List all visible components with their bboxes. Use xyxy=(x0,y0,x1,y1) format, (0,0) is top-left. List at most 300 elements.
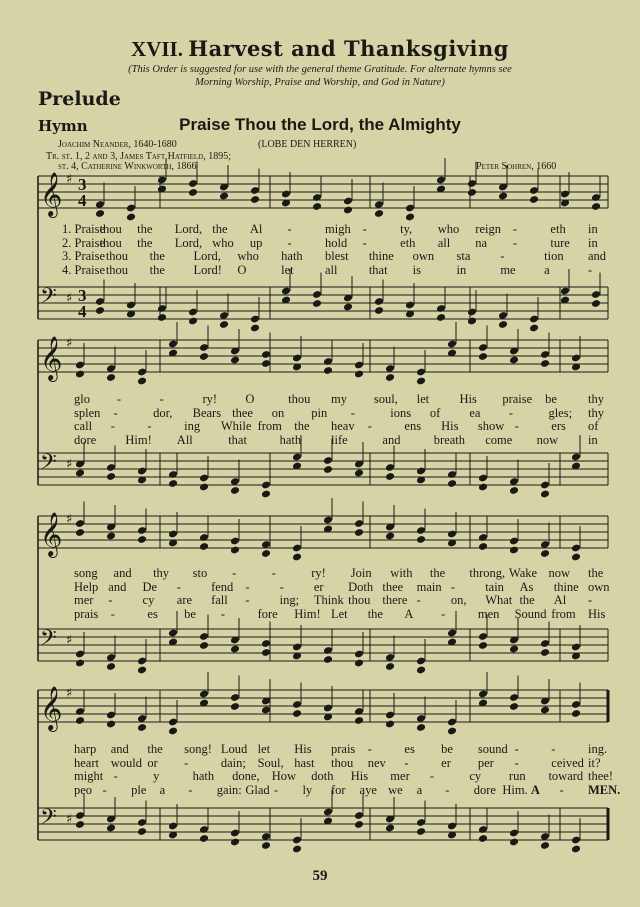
notehead xyxy=(75,659,85,668)
notehead xyxy=(106,720,116,729)
notehead xyxy=(292,709,302,718)
notehead xyxy=(447,479,457,488)
lyric-syllable: Sound xyxy=(514,606,547,621)
lyric-line-verse-2 xyxy=(0,756,640,770)
lyric-syllable: show xyxy=(477,419,505,433)
lyric-syllable: 4. Praise xyxy=(62,262,106,277)
lyric-syllable: the xyxy=(137,235,153,250)
notehead xyxy=(199,542,209,551)
lyric-syllable: - xyxy=(279,579,284,594)
lyric-syllable: pin xyxy=(311,405,328,420)
lyric-syllable: thee! xyxy=(588,769,613,783)
notehead xyxy=(75,469,85,478)
lyric-syllable: migh xyxy=(325,222,351,236)
notehead xyxy=(374,306,384,315)
treble-clef-icon: 𝄞 xyxy=(40,172,63,216)
composer-credit: Peter Sohren, 1660 xyxy=(476,161,557,172)
lyric-syllable: dore xyxy=(74,432,97,447)
notehead xyxy=(168,727,178,736)
lyric-syllable: mer xyxy=(390,769,410,783)
lyric-syllable: peo xyxy=(74,782,93,797)
key-signature-sharp-icon: ♯ xyxy=(66,812,73,827)
notehead xyxy=(168,479,178,488)
notehead xyxy=(591,202,601,211)
lyric-syllable: toward xyxy=(548,769,584,783)
notehead xyxy=(354,820,364,829)
lyric-line-verse-4 xyxy=(0,263,640,277)
notehead xyxy=(261,549,271,558)
section-note-line1: (This Order is suggested for use with the general theme Gratitude. For alternate hymns see xyxy=(128,64,512,75)
lyric-syllable: the xyxy=(588,566,604,580)
lyric-syllable: A xyxy=(530,782,540,797)
lyric-syllable: - xyxy=(113,769,118,783)
notehead xyxy=(405,213,415,222)
notehead xyxy=(374,209,384,218)
key-signature-sharp-icon: ♯ xyxy=(66,172,73,187)
notehead xyxy=(75,370,85,379)
lyric-syllable: and xyxy=(108,579,127,594)
lyric-syllable: - xyxy=(108,593,113,607)
lyric-syllable: fore xyxy=(257,606,278,621)
lyric-syllable: up xyxy=(249,235,263,250)
notehead xyxy=(509,356,519,365)
lyric-syllable: 2. Praise xyxy=(62,235,106,250)
lyric-syllable: - xyxy=(147,419,152,433)
lyric-syllable: ing. xyxy=(588,742,608,756)
notehead xyxy=(199,352,209,361)
notehead xyxy=(385,373,395,382)
lyric-syllable: Loud xyxy=(220,742,248,756)
lyric-syllable: on, xyxy=(450,593,467,607)
lyric-syllable: thee xyxy=(232,405,253,420)
lyric-syllable: and xyxy=(110,742,129,756)
notehead xyxy=(230,356,240,365)
lyric-syllable: heart xyxy=(74,755,99,770)
notehead xyxy=(416,377,426,386)
lyric-syllable: As xyxy=(519,579,534,594)
lyric-syllable: and xyxy=(113,566,132,580)
lyric-syllable: might xyxy=(74,769,104,783)
lyric-syllable: Soul, xyxy=(257,755,284,770)
lyric-syllable: all xyxy=(437,235,451,250)
lyric-syllable: How xyxy=(271,769,296,783)
lyric-syllable: for xyxy=(331,782,346,797)
lyric-syllable: run xyxy=(508,769,526,783)
notehead xyxy=(199,834,209,843)
notehead xyxy=(126,213,136,222)
lyric-syllable: sta xyxy=(456,249,471,263)
lyric-syllable: we xyxy=(388,782,403,797)
notehead xyxy=(385,824,395,833)
notehead xyxy=(509,702,519,711)
notehead xyxy=(106,373,116,382)
lyric-line-verse-2 xyxy=(0,580,640,594)
lyric-syllable: on xyxy=(271,405,285,420)
lyric-syllable: there xyxy=(382,593,408,607)
lyric-syllable: let xyxy=(281,262,294,277)
treble-clef-icon: 𝄞 xyxy=(40,512,63,556)
lyric-syllable: thou xyxy=(288,392,311,406)
notehead xyxy=(498,192,508,201)
section-title: Harvest and Thanksgiving xyxy=(188,36,509,61)
lyric-syllable: thine xyxy=(553,579,579,594)
notehead xyxy=(75,820,85,829)
notehead xyxy=(292,845,302,854)
bass-clef-icon: 𝄢 xyxy=(40,450,57,480)
notehead xyxy=(230,546,240,555)
lyric-line-verse-1 xyxy=(0,392,640,406)
treble-clef-icon: 𝄞 xyxy=(40,686,63,730)
notehead xyxy=(478,641,488,650)
notehead xyxy=(354,469,364,478)
lyric-syllable: - xyxy=(184,755,189,770)
lyric-syllable: ly xyxy=(302,782,313,797)
key-signature-sharp-icon: ♯ xyxy=(66,336,73,351)
lyric-line-verse-4 xyxy=(0,783,640,797)
notehead xyxy=(571,845,581,854)
lyric-syllable: own xyxy=(412,249,435,263)
notehead xyxy=(467,188,477,197)
key-signature-sharp-icon: ♯ xyxy=(66,686,73,701)
lyric-line-verse-2 xyxy=(0,406,640,420)
notehead xyxy=(312,202,322,211)
lyric-syllable: - xyxy=(232,566,237,580)
lyric-syllable: - xyxy=(176,579,181,594)
notehead xyxy=(385,720,395,729)
lyric-syllable: Lord, xyxy=(193,249,221,263)
lyric-syllable: call xyxy=(74,419,93,433)
notehead xyxy=(106,472,116,481)
lyric-syllable: mer xyxy=(74,593,94,607)
lyric-line-verse-1 xyxy=(0,566,640,580)
notehead xyxy=(75,716,85,725)
lyric-syllable: O xyxy=(237,262,247,277)
lyric-syllable: fall xyxy=(211,593,228,607)
lyric-syllable: - xyxy=(245,593,250,607)
lyric-syllable: - xyxy=(367,419,372,433)
lyric-syllable: His xyxy=(588,606,606,621)
lyric-syllable: who xyxy=(437,222,460,236)
lyric-syllable: - xyxy=(445,782,450,797)
notehead xyxy=(323,465,333,474)
lyric-syllable: thy xyxy=(588,392,604,406)
lyric-syllable: - xyxy=(271,566,276,580)
lyric-syllable: prais xyxy=(331,742,356,756)
time-signature-bottom: 4 xyxy=(78,302,87,321)
lyric-syllable: - xyxy=(450,579,456,594)
notehead xyxy=(137,377,147,386)
lyric-syllable: Him! xyxy=(125,432,152,447)
lyric-syllable: De xyxy=(142,579,158,594)
notehead xyxy=(509,486,519,495)
notehead xyxy=(416,723,426,732)
lyric-line-verse-4 xyxy=(0,433,640,447)
lyric-syllable: His xyxy=(350,769,369,783)
lyric-syllable: the xyxy=(367,606,383,621)
lyric-syllable: ens xyxy=(404,419,422,433)
lyric-syllable: let xyxy=(416,392,430,406)
lyric-syllable: Let xyxy=(331,606,348,621)
lyric-syllable: own xyxy=(588,579,610,594)
lyric-syllable: prais xyxy=(74,606,99,621)
key-signature-sharp-icon: ♯ xyxy=(66,291,73,306)
notehead xyxy=(230,838,240,847)
section-number: XVII. xyxy=(131,37,183,61)
lyric-line-verse-3 xyxy=(0,419,640,433)
lyric-syllable: the xyxy=(294,419,310,433)
lyric-syllable: ty, xyxy=(400,222,413,236)
notehead xyxy=(509,546,519,555)
lyric-syllable: the xyxy=(147,742,163,756)
lyric-syllable: dain; xyxy=(220,755,246,770)
lyric-syllable: Help xyxy=(74,579,99,594)
lyric-syllable: tain xyxy=(485,579,504,594)
lyric-syllable: in xyxy=(588,222,598,236)
lyric-syllable: let xyxy=(257,742,271,756)
notehead xyxy=(540,706,550,715)
notehead xyxy=(106,532,116,541)
key-signature-sharp-icon: ♯ xyxy=(66,457,73,472)
lyric-syllable: the xyxy=(149,249,165,263)
lyric-syllable: eth xyxy=(400,235,416,250)
lyric-syllable: song xyxy=(74,566,98,580)
lyric-syllable: from xyxy=(257,419,282,433)
notehead xyxy=(540,841,550,850)
lyric-syllable: Al xyxy=(249,222,263,236)
notehead xyxy=(95,209,105,218)
bass-clef-icon: 𝄢 xyxy=(40,626,57,656)
lyric-syllable: a xyxy=(159,782,166,797)
lyric-syllable: gain: xyxy=(216,782,242,797)
notehead xyxy=(447,727,457,736)
notehead xyxy=(323,366,333,375)
lyric-syllable: Doth xyxy=(348,579,374,594)
lyric-syllable: - xyxy=(500,249,505,263)
lyric-syllable: fend xyxy=(211,579,234,594)
section-heading xyxy=(0,36,640,62)
notehead xyxy=(591,299,601,308)
lyric-syllable: - xyxy=(113,405,118,420)
notehead xyxy=(478,483,488,492)
translator-credit-2: st. 4, Catherine Winkworth, 1866 xyxy=(58,161,197,172)
lyric-syllable: - xyxy=(273,782,279,797)
notehead xyxy=(416,535,426,544)
lyric-syllable: - xyxy=(367,742,372,756)
lyric-syllable: the xyxy=(212,222,228,236)
lyric-syllable: the xyxy=(149,262,165,277)
lyric-syllable: or xyxy=(147,755,158,770)
notehead xyxy=(343,206,353,215)
lyric-syllable: - xyxy=(441,606,446,621)
lyric-syllable: hold xyxy=(325,235,348,250)
lyric-syllable: be xyxy=(184,606,196,621)
lyric-syllable: - xyxy=(508,405,514,420)
lyric-syllable: hast xyxy=(294,755,315,770)
lyric-syllable: now xyxy=(548,566,570,580)
lyric-syllable: from xyxy=(551,606,576,621)
lyric-syllable: thy xyxy=(588,405,604,420)
lyric-syllable: Glad xyxy=(245,782,270,797)
lyric-syllable: the xyxy=(137,222,153,236)
treble-clef-icon: 𝄞 xyxy=(40,336,63,380)
lyric-syllable: thou xyxy=(99,222,122,236)
lyric-syllable: dor, xyxy=(153,405,173,420)
lyric-syllable: 1. Praise xyxy=(62,222,106,236)
lyric-syllable: gles; xyxy=(548,405,573,420)
lyric-syllable: - xyxy=(551,742,556,756)
notehead xyxy=(478,542,488,551)
lyric-syllable: cy xyxy=(142,593,155,607)
notehead xyxy=(478,834,488,843)
lyric-syllable: na xyxy=(475,235,488,250)
lyric-line-verse-1 xyxy=(0,742,640,756)
lyric-syllable: Al xyxy=(553,593,567,607)
lyric-syllable: hath xyxy=(192,769,215,783)
lyric-line-verse-3 xyxy=(0,593,640,607)
lyric-syllable: es xyxy=(147,606,158,621)
lyric-syllable: - xyxy=(287,222,292,236)
section-note-line2: Morning Worship, Praise and Worship, and God in Nature) xyxy=(195,77,445,88)
lyric-syllable: ry! xyxy=(202,392,218,406)
lyric-syllable: eth xyxy=(550,222,566,236)
lyric-syllable: of xyxy=(588,419,599,433)
lyric-syllable: reign xyxy=(475,222,501,236)
lyric-syllable: er xyxy=(313,579,324,594)
lyric-syllable: O xyxy=(245,392,255,406)
lyric-syllable: Lord! xyxy=(193,262,222,277)
lyric-syllable: thee xyxy=(382,579,404,594)
lyric-syllable: - xyxy=(102,782,107,797)
lyric-syllable: in xyxy=(456,262,467,277)
lyric-syllable: thou xyxy=(348,593,371,607)
hymn-title: Praise Thou the Lord, the Almighty xyxy=(179,115,461,134)
lyric-syllable: ceived xyxy=(551,755,584,770)
notehead xyxy=(540,359,550,368)
lyric-syllable: thine xyxy=(368,249,394,263)
lyric-syllable: be xyxy=(441,742,453,756)
lyric-syllable: - xyxy=(116,392,121,406)
notehead xyxy=(137,535,147,544)
author-credit: Joachim Neander, 1640-1680 xyxy=(58,139,177,150)
lyric-syllable: - xyxy=(350,405,355,420)
time-signature-top: 3 xyxy=(78,175,87,194)
lyric-syllable: - xyxy=(188,782,193,797)
notehead xyxy=(385,532,395,541)
lyric-syllable: ture xyxy=(550,235,570,250)
lyric-syllable: sto xyxy=(192,566,208,580)
lyric-syllable: and xyxy=(588,249,607,263)
notehead xyxy=(261,841,271,850)
lyric-syllable: His xyxy=(459,392,477,406)
lyric-syllable: would xyxy=(110,755,142,770)
notehead xyxy=(509,838,519,847)
lyric-syllable: - xyxy=(362,222,367,236)
lyric-syllable: - xyxy=(512,235,518,250)
lyric-syllable: the xyxy=(519,593,535,607)
lyric-syllable: life xyxy=(331,432,348,447)
lyric-syllable: es xyxy=(404,742,415,756)
lyric-syllable: Join xyxy=(350,566,372,580)
lyric-syllable: - xyxy=(559,782,564,797)
lyric-line-verse-4 xyxy=(0,607,640,621)
lyric-syllable: heav xyxy=(331,419,355,433)
lyric-syllable: a xyxy=(544,262,550,277)
notehead xyxy=(478,352,488,361)
lyric-line-verse-2 xyxy=(0,236,640,250)
lyric-syllable: who xyxy=(212,235,234,250)
lyric-syllable: ers xyxy=(551,419,566,433)
notehead xyxy=(509,645,519,654)
lyric-syllable: that xyxy=(228,432,247,447)
notehead xyxy=(230,702,240,711)
lyric-syllable: All xyxy=(176,432,193,447)
lyric-syllable: While xyxy=(220,419,252,433)
notehead xyxy=(354,528,364,537)
lyric-syllable: done, xyxy=(232,769,260,783)
lyric-syllable: song! xyxy=(184,742,212,756)
lyric-syllable: now xyxy=(536,432,559,447)
notehead xyxy=(188,188,198,197)
lyric-syllable: me xyxy=(500,262,516,277)
key-signature-sharp-icon: ♯ xyxy=(66,512,73,527)
notehead xyxy=(75,528,85,537)
notehead xyxy=(230,486,240,495)
bass-clef-icon: 𝄢 xyxy=(40,284,57,314)
notehead xyxy=(529,195,539,204)
lyric-syllable: of xyxy=(429,405,441,420)
lyric-syllable: 3. Praise xyxy=(62,249,106,263)
lyric-syllable: who xyxy=(237,249,259,263)
lyric-syllable: the xyxy=(429,566,446,580)
lyric-syllable: harp xyxy=(74,742,97,756)
notehead xyxy=(323,655,333,664)
lyric-syllable: hath xyxy=(281,249,303,263)
notehead xyxy=(312,299,322,308)
lyric-syllable: blest xyxy=(325,249,349,263)
lyric-syllable: thou xyxy=(105,249,129,263)
notehead xyxy=(95,306,105,315)
notehead xyxy=(540,648,550,657)
lyric-syllable: - xyxy=(514,755,519,770)
notehead xyxy=(199,483,209,492)
lyric-syllable: ing; xyxy=(279,593,300,607)
lyric-syllable: - xyxy=(514,419,519,433)
lyric-syllable: - xyxy=(512,222,518,236)
lyric-syllable: glo xyxy=(74,392,90,406)
lyric-syllable: praise xyxy=(502,392,533,406)
lyric-syllable: thou xyxy=(99,235,122,250)
lyric-syllable: MEN. xyxy=(588,782,621,797)
notehead xyxy=(137,827,147,836)
lyric-syllable: be xyxy=(545,392,557,406)
lyric-syllable: breath xyxy=(433,432,466,447)
lyric-syllable: Think xyxy=(313,593,344,607)
lyric-syllable: dore xyxy=(473,782,496,797)
time-signature-bottom: 4 xyxy=(78,191,87,210)
notehead xyxy=(199,641,209,650)
hymn-label: Hymn xyxy=(38,117,88,135)
notehead xyxy=(354,659,364,668)
lyric-syllable: Lord, xyxy=(174,222,203,236)
notehead xyxy=(416,827,426,836)
notehead xyxy=(571,709,581,718)
lyric-syllable: and xyxy=(382,432,401,447)
lyric-syllable: What xyxy=(485,593,513,607)
lyric-syllable: in xyxy=(588,235,598,250)
lyric-syllable: Lord, xyxy=(174,235,203,250)
lyric-syllable: A xyxy=(404,606,414,621)
lyric-syllable: hath xyxy=(279,432,302,447)
